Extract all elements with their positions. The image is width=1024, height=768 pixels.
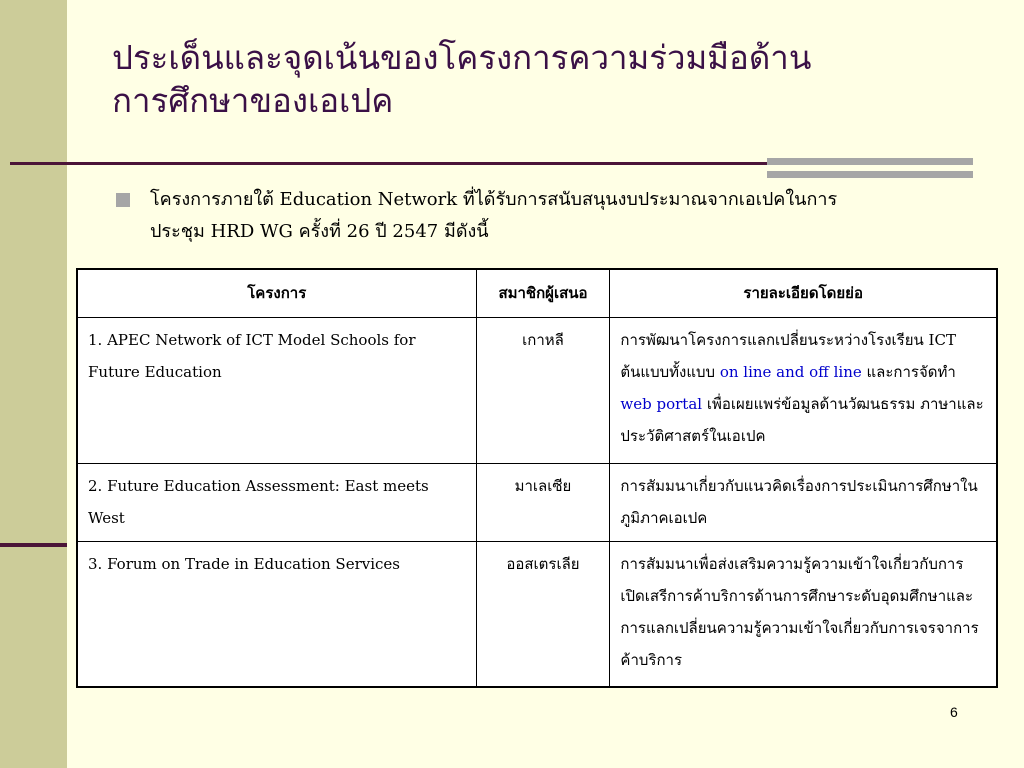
projects-table xyxy=(76,268,998,688)
title-line-2: การศึกษาของเอเปค xyxy=(112,81,394,120)
detail-text: เพื่อเผยแพร่ข้อมูลด้านวัฒนธรรม ภาษาและประวัติศาสตร์ในเอเปค xyxy=(620,394,984,445)
project-cell: 3. Forum on Trade in Education Services xyxy=(77,541,476,687)
page-number: 6 xyxy=(950,704,958,720)
detail-text: และการจัดทำ xyxy=(861,362,956,381)
header-project: โครงการ xyxy=(77,269,476,317)
member-cell: มาเลเซีย xyxy=(476,463,610,541)
intro-line-1: โครงการภายใต้ Education Network ที่ได้รับการสนับสนุนงบประมาณจากเอเปคในการ xyxy=(150,189,838,210)
member-cell: ออสเตรเลีย xyxy=(476,541,610,687)
table-row xyxy=(77,463,997,541)
detail-highlight-online: on line and off line xyxy=(719,362,862,381)
member-cell: เกาหลี xyxy=(476,317,610,463)
table-header-row xyxy=(77,269,997,317)
detail-cell: การสัมมนาเกี่ยวกับแนวคิดเรื่องการประเมินการศึกษาในภูมิภาคเอเปค xyxy=(610,463,997,541)
left-decorative-band xyxy=(0,0,67,768)
intro-text xyxy=(150,184,970,248)
project-cell: 1. APEC Network of ICT Model Schools for Future Education xyxy=(77,317,476,463)
detail-cell: การสัมมนาเพื่อส่งเสริมความรู้ความเข้าใจเกี่ยวกับการเปิดเสรีการค้าบริการด้านการศึกษาระดับอุดมศึกษาและการแลกเปลี่ยนความรู้ความเข้าใจเกี่ยวกับการเจรจาการค้าบริการ xyxy=(610,541,997,687)
square-bullet-icon xyxy=(116,193,130,207)
table-row xyxy=(77,317,997,463)
header-member: สมาชิกผู้เสนอ xyxy=(476,269,610,317)
intro-line-2: ประชุม HRD WG ครั้งที่ 26 ปี 2547 มีดังนี้ xyxy=(150,221,489,242)
project-cell: 2. Future Education Assessment: East meets West xyxy=(77,463,476,541)
title-line-1: ประเด็นและจุดเน้นของโครงการความร่วมมือด้าน xyxy=(112,38,812,77)
slide-title xyxy=(112,36,912,122)
title-accent-bars xyxy=(767,158,973,178)
header-detail: รายละเอียดโดยย่อ xyxy=(610,269,997,317)
left-band-divider xyxy=(0,543,67,547)
detail-text: การพัฒนาโครงการแลกเปลี่ยนระหว่างโรงเรียน ICT ต้นแบบทั้งแบบ xyxy=(620,330,956,381)
detail-cell xyxy=(610,317,997,463)
detail-highlight-web-portal: web portal xyxy=(620,394,703,413)
table-row xyxy=(77,541,997,687)
